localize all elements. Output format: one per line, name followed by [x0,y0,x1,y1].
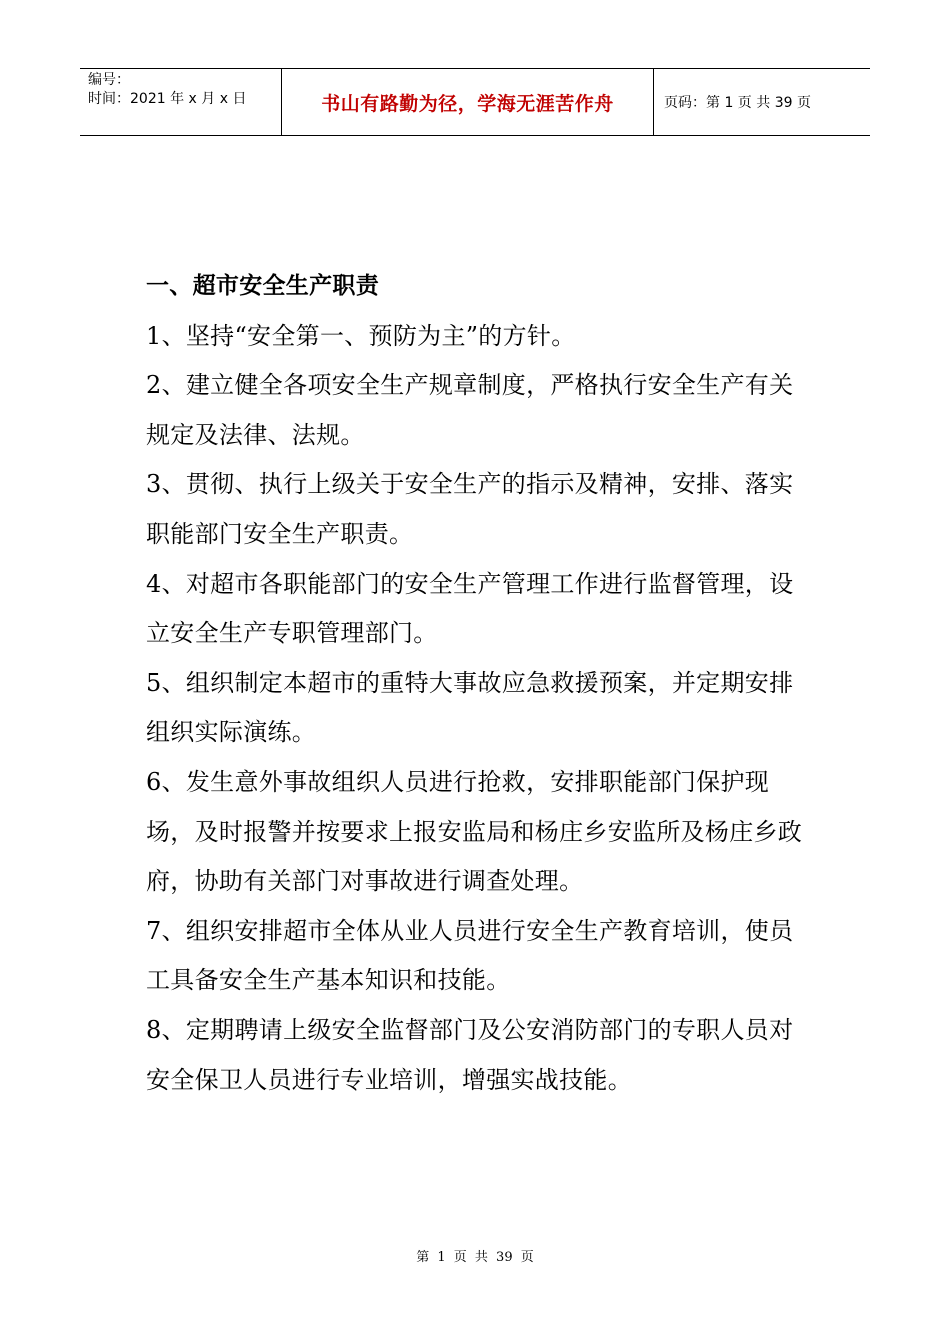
document-header [80,68,870,136]
paragraph-2: 2、建立健全各项安全生产规章制度，严格执行安全生产有关规定及法律、法规。 [146,371,794,449]
header-meta [80,69,282,135]
number-label: 编号： [88,72,130,88]
paragraph-3: 3、贯彻、执行上级关于安全生产的指示及精神，安排、落实职能部门安全生产职责。 [146,470,794,548]
paragraph-5: 5、组织制定本超市的重特大事故应急救援预案，并定期安排组织实际演练。 [146,668,794,747]
paragraph-7: 7、组织安排超市全体从业人员进行安全生产教育培训，使员工具备安全生产基本知识和技能。 [146,916,794,995]
paragraph-1: 1、坚持“安全第一、预防为主”的方针。 [146,321,576,350]
header-motto: 书山有路勤为径，学海无涯苦作舟 [282,69,654,135]
time-label: 时间：2021 年 x 月 x 日 [88,91,247,107]
paragraph-6: 6、发生意外事故组织人员进行抢救，安排职能部门保护现场，及时报警并按要求上报安监局和杨庄乡安监所及杨庄乡政府，协助有关部门对事故进行调查处理。 [146,767,803,896]
paragraph-4: 4、对超市各职能部门的安全生产管理工作进行监督管理，设立安全生产专职管理部门。 [146,569,794,648]
paragraph-8: 8、定期聘请上级安全监督部门及公安消防部门的专职人员对安全保卫人员进行专业培训，增强实战技能。 [146,1015,794,1094]
document-body [146,262,806,1105]
section-heading: 一、超市安全生产职责 [146,273,379,299]
header-page-info: 页码：第 1 页 共 39 页 [664,95,811,111]
page-footer: 第 1 页 共 39 页 [416,1250,534,1265]
